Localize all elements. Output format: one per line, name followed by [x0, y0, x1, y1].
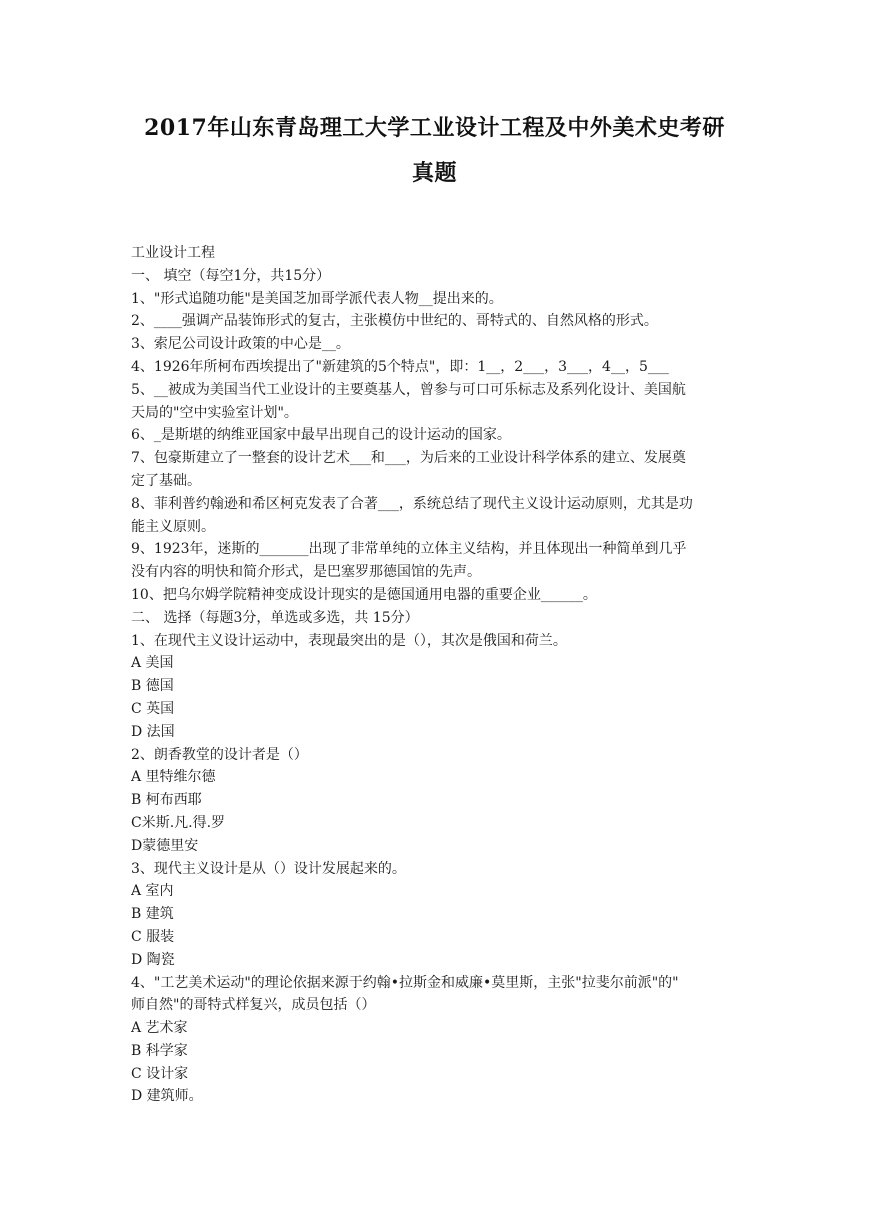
question-text-continued: 没有内容的明快和简介形式，是巴塞罗那德国馆的先声。 — [131, 564, 481, 581]
section-heading-multiple-choice: 二、 选择（每题3分，单选或多选，共 15分） — [131, 609, 419, 626]
question-text: 5、__被成为美国当代工业设计的主要奠基人，曾参与可口可乐标志及系列化设计、美国航 — [131, 381, 686, 398]
answer-option: A 里特维尔德 — [131, 769, 216, 786]
question-text: 1、在现代主义设计运动中，表现最突出的是（），其次是俄国和荷兰。 — [131, 632, 567, 649]
answer-option: B 柯布西耶 — [131, 792, 202, 809]
question-text: 8、菲利普约翰逊和希区柯克发表了合著___，系统总结了现代主义设计运动原则，尤其是功 — [131, 495, 693, 512]
question-text-continued: 能主义原则。 — [131, 518, 215, 535]
answer-option: D 建筑师。 — [131, 1088, 203, 1105]
answer-option: B 科学家 — [131, 1042, 188, 1059]
question-text: 2、____强调产品装饰形式的复古，主张模仿中世纪的、哥特式的、自然风格的形式。 — [131, 313, 658, 330]
question-text: 7、包豪斯建立了一整套的设计艺术___和___，为后来的工业设计科学体系的建立、发展奠 — [131, 450, 686, 467]
question-text-continued: 师自然"的哥特式样复兴，成员包括（） — [131, 997, 376, 1014]
section-heading-fill-in: 一、 填空（每空1分，共15分） — [131, 267, 331, 284]
question-text: 10、把乌尔姆学院精神变成设计现实的是德国通用电器的重要企业______。 — [131, 586, 597, 603]
question-text: 3、索尼公司设计政策的中心是__。 — [131, 336, 350, 353]
document-title-line-1: 2017年山东青岛理工大学工业设计工程及中外美术史考研 — [144, 115, 725, 141]
question-text-continued: 定了基础。 — [131, 472, 201, 489]
answer-option: C 英国 — [131, 700, 175, 717]
question-text-continued: 天局的"空中实验室计划"。 — [131, 404, 298, 421]
answer-option: A 室内 — [131, 883, 174, 900]
document-body — [131, 242, 743, 1108]
question-text: 4、1926年所柯布西埃提出了"新建筑的5个特点"，即：1__，2___，3___，4__，5___ — [131, 358, 669, 375]
question-text: 6、_是斯堪的纳维亚国家中最早出现自己的设计运动的国家。 — [131, 427, 511, 444]
section-heading-industrial-design: 工业设计工程 — [131, 245, 215, 261]
answer-option: D 法国 — [131, 723, 175, 740]
answer-option: D 陶瓷 — [131, 951, 175, 968]
question-text: 4、"工艺美术运动"的理论依据来源于约翰•拉斯金和威廉•莫里斯，主张"拉斐尔前派"的" — [131, 974, 679, 991]
answer-option: A 美国 — [131, 655, 174, 672]
answer-option: B 建筑 — [131, 906, 174, 923]
answer-option: A 艺术家 — [131, 1020, 188, 1037]
question-text: 3、现代主义设计是从（）设计发展起来的。 — [131, 860, 406, 877]
question-text: 1、"形式追随功能"是美国芝加哥学派代表人物__提出来的。 — [131, 290, 503, 307]
document-title-line-2: 真题 — [411, 160, 457, 186]
answer-option: C米斯.凡.得.罗 — [131, 814, 226, 831]
question-text: 9、1923年，迷斯的_______出现了非常单纯的立体主义结构，并且体现出一种简单到几乎 — [131, 541, 687, 558]
answer-option: D蒙德里安 — [131, 837, 199, 854]
answer-option: C 服装 — [131, 928, 175, 945]
answer-option: B 德国 — [131, 678, 174, 695]
answer-option: C 设计家 — [131, 1065, 189, 1082]
question-text: 2、朗香教堂的设计者是（） — [131, 746, 308, 763]
